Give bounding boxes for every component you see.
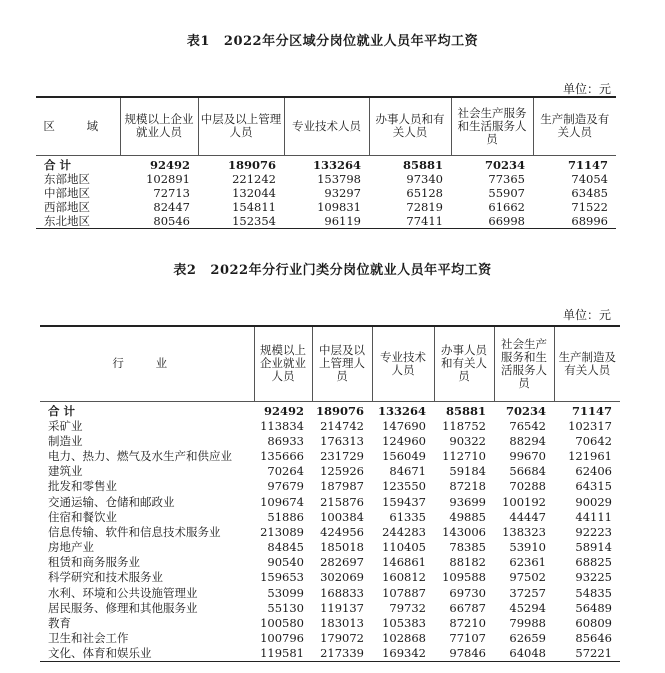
cell-value: 124960 bbox=[382, 433, 426, 448]
cell-value: 53099 bbox=[267, 585, 304, 600]
cell-value: 62659 bbox=[509, 631, 546, 646]
cell-value: 92492 bbox=[120, 155, 198, 172]
row-label: 合 计 bbox=[36, 155, 120, 172]
cell-value: 187987 bbox=[320, 479, 364, 494]
cell-value: 87210 bbox=[449, 616, 486, 631]
cell-value: 189076 bbox=[312, 401, 372, 419]
cell-value: 64048 bbox=[509, 646, 546, 661]
cell-value: 90540 bbox=[267, 555, 304, 570]
cell-value: 93297 bbox=[324, 186, 361, 200]
table-row bbox=[40, 494, 620, 509]
cell-value: 125926 bbox=[320, 464, 364, 479]
cell-value: 79732 bbox=[389, 600, 426, 615]
table-row bbox=[40, 601, 620, 616]
table1-header-4: 办事人员和有关人员 bbox=[369, 97, 451, 155]
table1-number: 表1 bbox=[186, 34, 210, 49]
cell-value: 156049 bbox=[382, 448, 426, 463]
cell-value: 53910 bbox=[509, 540, 546, 555]
cell-value: 66998 bbox=[488, 214, 525, 228]
cell-value: 110405 bbox=[382, 540, 426, 555]
row-label: 科学研究和技术服务业 bbox=[48, 570, 163, 585]
cell-value: 112710 bbox=[442, 448, 486, 463]
cell-value: 93699 bbox=[449, 494, 486, 509]
cell-value: 97846 bbox=[449, 646, 486, 661]
cell-value: 100384 bbox=[320, 509, 364, 524]
table2 bbox=[40, 325, 620, 662]
row-label: 中部地区 bbox=[44, 186, 90, 200]
cell-value: 215876 bbox=[320, 494, 364, 509]
cell-value: 57221 bbox=[575, 646, 612, 661]
cell-value: 86933 bbox=[267, 433, 304, 448]
row-label: 建筑业 bbox=[48, 464, 83, 479]
row-label: 电力、热力、燃气及水生产和供应业 bbox=[48, 448, 232, 463]
cell-value: 70642 bbox=[575, 433, 612, 448]
cell-value: 45294 bbox=[509, 600, 546, 615]
row-label: 教育 bbox=[48, 616, 71, 631]
table-row bbox=[40, 646, 620, 662]
cell-value: 84671 bbox=[389, 464, 426, 479]
cell-value: 185018 bbox=[320, 540, 364, 555]
table-row bbox=[40, 540, 620, 555]
cell-value: 70288 bbox=[509, 479, 546, 494]
cell-value: 231729 bbox=[320, 448, 364, 463]
cell-value: 88294 bbox=[509, 433, 546, 448]
table-row bbox=[40, 464, 620, 479]
cell-value: 44447 bbox=[509, 509, 546, 524]
cell-value: 65128 bbox=[406, 186, 443, 200]
cell-value: 62406 bbox=[575, 464, 612, 479]
cell-value: 82447 bbox=[153, 200, 190, 214]
cell-value: 56489 bbox=[575, 600, 612, 615]
row-label: 水利、环境和公共设施管理业 bbox=[48, 585, 198, 600]
cell-value: 160812 bbox=[382, 570, 426, 585]
cell-value: 102317 bbox=[568, 418, 612, 433]
row-label: 东部地区 bbox=[44, 172, 90, 186]
cell-value: 302069 bbox=[320, 570, 364, 585]
row-label: 居民服务、修理和其他服务业 bbox=[48, 600, 198, 615]
cell-value: 77411 bbox=[406, 214, 443, 228]
cell-value: 77107 bbox=[449, 631, 486, 646]
table-row bbox=[36, 200, 616, 214]
cell-value: 102868 bbox=[382, 631, 426, 646]
cell-value: 92223 bbox=[575, 524, 612, 539]
table1-header-2: 中层及以上管理人员 bbox=[198, 97, 284, 155]
cell-value: 119137 bbox=[320, 600, 364, 615]
cell-value: 119581 bbox=[260, 646, 304, 661]
cell-value: 61335 bbox=[389, 509, 426, 524]
table2-header-0: 行 业 bbox=[40, 326, 254, 401]
row-label: 文化、体育和娱乐业 bbox=[48, 646, 152, 661]
cell-value: 58914 bbox=[575, 540, 612, 555]
cell-value: 85646 bbox=[575, 631, 612, 646]
cell-value: 179072 bbox=[320, 631, 364, 646]
cell-value: 109831 bbox=[317, 200, 361, 214]
cell-value: 159437 bbox=[382, 494, 426, 509]
cell-value: 189076 bbox=[198, 155, 284, 172]
cell-value: 168833 bbox=[320, 585, 364, 600]
table2-header-3: 专业技术人员 bbox=[372, 326, 434, 401]
table-row bbox=[40, 525, 620, 540]
table2-title bbox=[0, 259, 665, 278]
cell-value: 133264 bbox=[372, 401, 434, 419]
row-label: 信息传输、软件和信息技术服务业 bbox=[48, 524, 221, 539]
table2-header-4: 办事人员和有关人员 bbox=[434, 326, 494, 401]
cell-value: 37257 bbox=[509, 585, 546, 600]
table1-header-5: 社会生产服务和生活服务人员 bbox=[451, 97, 533, 155]
cell-value: 135666 bbox=[260, 448, 304, 463]
cell-value: 96119 bbox=[324, 214, 361, 228]
cell-value: 72713 bbox=[153, 186, 190, 200]
cell-value: 176313 bbox=[320, 433, 364, 448]
cell-value: 152354 bbox=[232, 214, 276, 228]
cell-value: 85881 bbox=[369, 155, 451, 172]
cell-value: 100580 bbox=[260, 616, 304, 631]
row-label: 合 计 bbox=[40, 401, 254, 419]
cell-value: 100192 bbox=[502, 494, 546, 509]
cell-value: 221242 bbox=[232, 172, 276, 186]
table-row bbox=[40, 419, 620, 434]
table-row bbox=[40, 479, 620, 494]
cell-value: 63485 bbox=[571, 186, 608, 200]
table2-number: 表2 bbox=[173, 263, 197, 278]
cell-value: 56684 bbox=[509, 464, 546, 479]
table-row bbox=[36, 155, 616, 172]
cell-value: 123550 bbox=[382, 479, 426, 494]
cell-value: 51886 bbox=[267, 509, 304, 524]
table1-unit: 单位：元 bbox=[562, 82, 611, 96]
table-row bbox=[40, 616, 620, 631]
cell-value: 79988 bbox=[509, 616, 546, 631]
cell-value: 70234 bbox=[494, 401, 554, 419]
cell-value: 113834 bbox=[260, 418, 304, 433]
cell-value: 78385 bbox=[449, 540, 486, 555]
cell-value: 169342 bbox=[382, 646, 426, 661]
table2-header-6: 生产制造及有关人员 bbox=[554, 326, 620, 401]
cell-value: 93225 bbox=[575, 570, 612, 585]
cell-value: 72819 bbox=[406, 200, 443, 214]
table2-title-text: 2022年分行业门类分岗位就业人员年平均工资 bbox=[210, 263, 492, 278]
cell-value: 80546 bbox=[153, 214, 190, 228]
cell-value: 132044 bbox=[232, 186, 276, 200]
cell-value: 70234 bbox=[451, 155, 533, 172]
table-row bbox=[36, 186, 616, 200]
cell-value: 213089 bbox=[260, 524, 304, 539]
cell-value: 55130 bbox=[267, 600, 304, 615]
cell-value: 68996 bbox=[571, 214, 608, 228]
cell-value: 62361 bbox=[509, 555, 546, 570]
cell-value: 138323 bbox=[502, 524, 546, 539]
table1-header-3: 专业技术人员 bbox=[284, 97, 369, 155]
cell-value: 97679 bbox=[267, 479, 304, 494]
cell-value: 85881 bbox=[434, 401, 494, 419]
table-row bbox=[40, 555, 620, 570]
cell-value: 88182 bbox=[449, 555, 486, 570]
cell-value: 97340 bbox=[406, 172, 443, 186]
cell-value: 90029 bbox=[575, 494, 612, 509]
cell-value: 217339 bbox=[320, 646, 364, 661]
cell-value: 90322 bbox=[449, 433, 486, 448]
table-row bbox=[40, 510, 620, 525]
cell-value: 214742 bbox=[320, 418, 364, 433]
cell-value: 49885 bbox=[449, 509, 486, 524]
cell-value: 183013 bbox=[320, 616, 364, 631]
table1 bbox=[36, 96, 616, 229]
table-row bbox=[40, 434, 620, 449]
table1-title-text: 2022年分区域分岗位就业人员年平均工资 bbox=[223, 34, 479, 49]
row-label: 交通运输、仓储和邮政业 bbox=[48, 494, 175, 509]
cell-value: 424956 bbox=[320, 524, 364, 539]
cell-value: 60809 bbox=[575, 616, 612, 631]
cell-value: 97502 bbox=[509, 570, 546, 585]
row-label: 住宿和餐饮业 bbox=[48, 509, 117, 524]
table-row bbox=[40, 449, 620, 464]
row-label: 采矿业 bbox=[48, 418, 83, 433]
cell-value: 147690 bbox=[382, 418, 426, 433]
cell-value: 92492 bbox=[254, 401, 312, 419]
cell-value: 69730 bbox=[449, 585, 486, 600]
cell-value: 77365 bbox=[488, 172, 525, 186]
cell-value: 146861 bbox=[382, 555, 426, 570]
cell-value: 159653 bbox=[260, 570, 304, 585]
cell-value: 244283 bbox=[382, 524, 426, 539]
table-row bbox=[40, 570, 620, 585]
cell-value: 102891 bbox=[146, 172, 190, 186]
table-row bbox=[36, 214, 616, 229]
cell-value: 76542 bbox=[509, 418, 546, 433]
row-label: 东北地区 bbox=[44, 214, 90, 228]
cell-value: 59184 bbox=[449, 464, 486, 479]
cell-value: 61662 bbox=[488, 200, 525, 214]
table-row bbox=[36, 172, 616, 186]
row-label: 租赁和商务服务业 bbox=[48, 555, 140, 570]
cell-value: 66787 bbox=[449, 600, 486, 615]
row-label: 房地产业 bbox=[48, 540, 94, 555]
cell-value: 107887 bbox=[382, 585, 426, 600]
cell-value: 74054 bbox=[571, 172, 608, 186]
table1-title bbox=[0, 30, 665, 49]
cell-value: 68825 bbox=[575, 555, 612, 570]
cell-value: 121961 bbox=[568, 448, 612, 463]
cell-value: 105383 bbox=[382, 616, 426, 631]
table2-header-2: 中层及以上管理人员 bbox=[312, 326, 372, 401]
cell-value: 154811 bbox=[232, 200, 276, 214]
row-label: 制造业 bbox=[48, 433, 83, 448]
table1-header-1: 规模以上企业就业人员 bbox=[120, 97, 198, 155]
row-label: 批发和零售业 bbox=[48, 479, 117, 494]
cell-value: 100796 bbox=[260, 631, 304, 646]
table1-header-6: 生产制造及有关人员 bbox=[533, 97, 616, 155]
cell-value: 64315 bbox=[575, 479, 612, 494]
table2-header-5: 社会生产服务和生活服务人员 bbox=[494, 326, 554, 401]
table2-unit: 单位：元 bbox=[562, 308, 611, 322]
cell-value: 153798 bbox=[317, 172, 361, 186]
cell-value: 71147 bbox=[533, 155, 616, 172]
cell-value: 84845 bbox=[267, 540, 304, 555]
cell-value: 70264 bbox=[267, 464, 304, 479]
cell-value: 143006 bbox=[442, 524, 486, 539]
table2-header-1: 规模以上企业就业人员 bbox=[254, 326, 312, 401]
cell-value: 44111 bbox=[575, 509, 612, 524]
cell-value: 118752 bbox=[442, 418, 486, 433]
cell-value: 71522 bbox=[571, 200, 608, 214]
table1-header-0: 区 域 bbox=[36, 97, 120, 155]
cell-value: 99670 bbox=[509, 448, 546, 463]
cell-value: 55907 bbox=[488, 186, 525, 200]
table-row bbox=[40, 586, 620, 601]
table-row bbox=[40, 631, 620, 646]
row-label: 西部地区 bbox=[44, 200, 90, 214]
row-label: 卫生和社会工作 bbox=[48, 631, 129, 646]
cell-value: 54835 bbox=[575, 585, 612, 600]
cell-value: 282697 bbox=[320, 555, 364, 570]
cell-value: 109588 bbox=[442, 570, 486, 585]
table-row bbox=[40, 401, 620, 419]
cell-value: 133264 bbox=[284, 155, 369, 172]
cell-value: 87218 bbox=[449, 479, 486, 494]
cell-value: 71147 bbox=[554, 401, 620, 419]
cell-value: 109674 bbox=[260, 494, 304, 509]
